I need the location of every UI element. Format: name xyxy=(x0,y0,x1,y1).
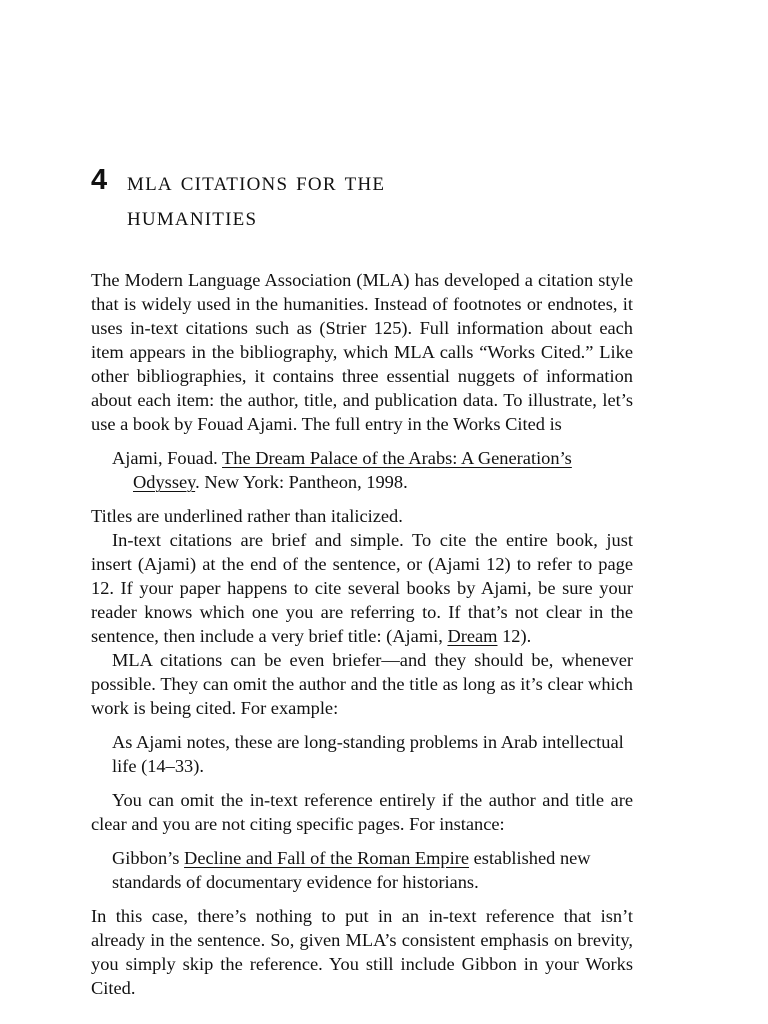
paragraph-conclusion: In this case, there’s nothing to put in an in-text reference that isn’t already in the sentence. So, given MLA’s consistent emphasis on brevity, you simply skip the reference. You still include Gibbon in your Works Cited. xyxy=(91,906,633,998)
paragraph-intro: The Modern Language Association (MLA) has developed a citation style that is widely used in the humanities. Instead of footnotes or endnotes, it uses in-text citations such as (Strier 125). Full information about each item appears in the bibliography, which MLA calls “Works Cited.” Like other bibliographies, it contains three essential nuggets of information about each item: the author, title, and publication data. To illustrate, let’s use a book by Fouad Ajami. The full entry in the Works Cited is xyxy=(91,270,633,434)
short-title: Dream xyxy=(447,626,498,646)
body-text xyxy=(91,268,633,1000)
block-quote-ajami: As Ajami notes, these are long-standing problems in Arab intellectual life (14–33). xyxy=(112,732,624,776)
paragraph-in-text-citations xyxy=(91,528,633,648)
citation-author: Ajami, Fouad. xyxy=(112,448,223,468)
paragraph-text: 12). xyxy=(497,626,532,646)
quote-text: Gibbon’s xyxy=(112,848,185,868)
chapter-number: 4 xyxy=(91,164,108,196)
gibbon-book-title: Decline and Fall of the Roman Empire xyxy=(184,848,470,868)
chapter-title xyxy=(127,164,527,234)
chapter-title-line-1: mla citations for the xyxy=(127,166,386,196)
citation-book-title: The Dream Palace of the Arabs: A Generation’s Odyssey xyxy=(133,448,572,492)
chapter-title-line-2: humanities xyxy=(127,201,258,231)
paragraph-omit-reference: You can omit the in-text reference entirely if the author and title are clear and you are not citing specific pages. For instance: xyxy=(91,790,633,834)
works-cited-example xyxy=(112,446,633,494)
block-quote-gibbon xyxy=(112,846,633,894)
citation-publication: . New York: Pantheon, 1998. xyxy=(195,472,408,492)
paragraph-titles-note: Titles are underlined rather than italicized. xyxy=(91,506,403,526)
paragraph-briefer-citations: MLA citations can be even briefer—and they should be, whenever possible. They can omit the author and the title as long as it’s clear which work is being cited. For example: xyxy=(91,650,633,718)
paragraph-text: In-text citations are brief and simple. To cite the entire book, just insert (Ajami) at the end of the sentence, or (Ajami 12) to refer to page 12. If your paper happens to cite several books by Ajami, be sure your reader knows which one you are referring to. If that’s not clear in the sentence, then include a very brief title: (Ajami, xyxy=(91,530,633,646)
quote-text: established new standards of documentary evidence for historians. xyxy=(112,848,591,892)
